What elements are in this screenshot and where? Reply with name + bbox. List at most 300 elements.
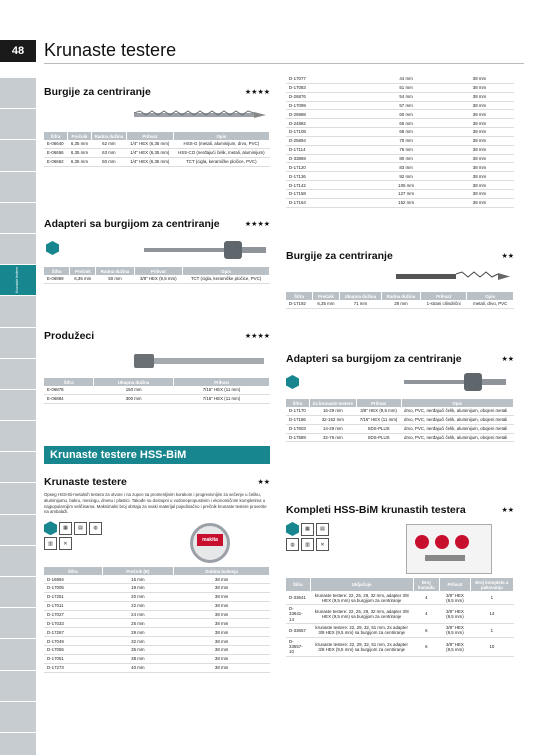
- material-icons: [286, 522, 342, 551]
- table-cell: 28 mm: [381, 300, 420, 308]
- table-cell: 300 mm: [94, 394, 174, 403]
- table-cell: 68 mm: [367, 128, 445, 137]
- table-row: [286, 181, 514, 190]
- sidebar-tab[interactable]: [0, 671, 36, 701]
- table-cell: 1-strani cilindrični: [420, 300, 466, 308]
- table-row: [286, 189, 514, 198]
- sidebar-tabs: [0, 78, 36, 755]
- column-header: Prečnik: [313, 292, 340, 300]
- sidebar-tab[interactable]: [0, 639, 36, 669]
- table-cell: 1: [470, 624, 513, 638]
- table-cell: 38 mm: [445, 128, 514, 137]
- pilot-drill-icon: [286, 262, 514, 292]
- table-cell: D-33657-10: [286, 637, 310, 656]
- adapters-right-table: [286, 399, 514, 442]
- sidebar-tab[interactable]: [0, 546, 36, 576]
- table-cell: 6: [413, 637, 439, 656]
- hex-icon: [286, 522, 299, 536]
- table-cell: 71 mm: [339, 300, 381, 308]
- table-cell: D-17251: [44, 592, 102, 601]
- table-cell: D-17055: [44, 646, 102, 655]
- table-cell: D-17158: [286, 189, 367, 198]
- table-cell: 6,35 mm: [67, 140, 91, 148]
- table-row: [44, 637, 270, 646]
- table-cell: 38 mm: [174, 663, 270, 672]
- column-header: Prečnik (B): [102, 567, 174, 575]
- section-title: Adapteri sa burgijom za centriranje: [286, 353, 462, 365]
- adapters-table: [44, 267, 270, 284]
- table-cell: 57 mm: [367, 101, 445, 110]
- extension-image: [44, 342, 270, 378]
- table-cell: 51 mm: [367, 83, 445, 92]
- table-cell: D-17011: [44, 601, 102, 610]
- sidebar-tab[interactable]: [0, 234, 36, 264]
- table-cell: 92 mm: [367, 172, 445, 181]
- table-row: [286, 145, 514, 154]
- pilot-drill-image: [286, 262, 514, 292]
- table-cell: E-06884: [44, 394, 94, 403]
- column-header: Za krunaste testere: [310, 399, 357, 407]
- title-divider: [44, 63, 524, 64]
- table-cell: TCT (cigla, keramičke pločice, PVC): [183, 275, 270, 283]
- sidebar-tab[interactable]: [0, 577, 36, 607]
- table-row: [44, 619, 270, 628]
- table-row: [286, 172, 514, 181]
- centering-bits-table: [44, 132, 270, 167]
- table-cell: 38 mm: [445, 189, 514, 198]
- table-cell: krunaste testere: 22, 25, 29, 32 mm, adapter 3/8 HEX (9,5 mm) sa burgijom za centriranje: [310, 591, 413, 604]
- table-cell: 32-76 mm: [310, 433, 357, 442]
- table-cell: D-33657: [286, 624, 310, 638]
- table-cell: 16 mm: [102, 575, 174, 583]
- drill-icon: ✕: [59, 537, 72, 550]
- table-cell: 3/8" HEX (9,5 mm): [440, 605, 471, 624]
- table-cell: 38 mm: [445, 145, 514, 154]
- rating-stars: ★★★★: [244, 89, 270, 96]
- table-cell: 38 mm: [445, 172, 514, 181]
- table-cell: D-17142: [286, 181, 367, 190]
- table-cell: 20 mm: [102, 592, 174, 601]
- sets-table: [286, 578, 514, 657]
- table-cell: 3/8" HEX (9,5 mm): [134, 275, 183, 283]
- table-cell: D-17108: [286, 128, 367, 137]
- table-row: [44, 140, 270, 148]
- table-cell: E-06656: [44, 148, 67, 157]
- rating-stars: ★★: [501, 356, 514, 363]
- column-header: Broj komada: [413, 578, 439, 591]
- table-cell: 38 mm: [174, 592, 270, 601]
- holesaw-image: [44, 519, 270, 567]
- table-cell: E-06959: [44, 275, 70, 283]
- table-row: [286, 591, 514, 604]
- column-header: Opis: [467, 292, 514, 300]
- table-row: [44, 275, 270, 283]
- table-cell: D-17192: [286, 300, 313, 308]
- table-row: [286, 128, 514, 137]
- table-row: [286, 415, 514, 424]
- section-adapters-right: [286, 353, 514, 442]
- table-cell: SDS-PLUS: [356, 424, 401, 433]
- table-cell: 14: [470, 605, 513, 624]
- table-row: [286, 407, 514, 415]
- table-cell: 14-29 mm: [310, 424, 357, 433]
- column-header: Ukupna dužina: [94, 378, 174, 386]
- column-header: Opis: [401, 399, 514, 407]
- wood-icon: ▤: [316, 523, 329, 536]
- table-cell: 152 mm: [367, 198, 445, 207]
- table-cell: D-17061: [44, 654, 102, 663]
- table-row: [44, 386, 270, 394]
- table-cell: D-17136: [286, 172, 367, 181]
- drill-icon: ✕: [316, 538, 329, 551]
- table-cell: SDS-PLUS: [356, 433, 401, 442]
- adapter-image: [44, 233, 270, 267]
- table-cell: drvo, PVC, nerđajući čelik, aluminijum, obojeni metali: [401, 407, 514, 415]
- table-cell: D-17049: [44, 637, 102, 646]
- table-row: [44, 628, 270, 637]
- table-cell: 1/4" HEX (6,35 mm): [126, 157, 173, 166]
- column-header: Prečnik: [70, 267, 96, 275]
- hex-shank-icon: [286, 375, 299, 389]
- table-cell: D-17589: [286, 433, 310, 442]
- table-row: [44, 601, 270, 610]
- table-cell: 38 mm: [445, 101, 514, 110]
- table-cell: 40 mm: [102, 663, 174, 672]
- table-cell: 38 mm: [445, 75, 514, 83]
- sidebar-tab[interactable]: [0, 109, 36, 139]
- table-cell: drvo, PVC, nerđajući čelik, aluminijum, obojeni metali: [401, 415, 514, 424]
- table-cell: E-06878: [44, 386, 94, 394]
- table-cell: D-33641-14: [286, 605, 310, 624]
- holesaw-table-right-wrap: [286, 75, 514, 208]
- table-cell: 38 mm: [174, 654, 270, 663]
- holesaw-icon: [190, 523, 230, 563]
- table-cell: 22 mm: [102, 601, 174, 610]
- table-cell: 32 mm: [102, 637, 174, 646]
- table-cell: 4: [413, 591, 439, 604]
- column-header: Opis: [183, 267, 270, 275]
- page-title: Krunaste testere: [44, 40, 177, 60]
- table-cell: 6,35 mm: [313, 300, 340, 308]
- section-title: Kompleti HSS-BiM krunastih testera: [286, 504, 466, 516]
- table-cell: D-17170: [286, 407, 310, 415]
- column-header: Dubina bušenja: [174, 567, 270, 575]
- column-header: Prihvat: [134, 267, 183, 275]
- table-cell: 38 mm: [174, 601, 270, 610]
- table-cell: 16-29 mm: [310, 407, 357, 415]
- table-row: [286, 75, 514, 83]
- drill-bit-icon: [44, 104, 270, 126]
- table-row: [44, 394, 270, 403]
- table-cell: D-33641: [286, 591, 310, 604]
- column-header: Šifra: [44, 132, 67, 140]
- table-cell: 38 mm: [174, 575, 270, 583]
- column-header: Šifra: [286, 292, 313, 300]
- pilot-drill-table: [286, 292, 514, 309]
- column-header: Radna dužina: [91, 132, 126, 140]
- table-cell: D-17027: [44, 610, 102, 619]
- plastic-icon: ▥: [44, 537, 57, 550]
- table-cell: D-26876: [286, 92, 367, 101]
- sidebar-tab[interactable]: [0, 265, 36, 295]
- section-title: Adapteri sa burgijom za centriranje: [44, 218, 220, 230]
- table-cell: 38 mm: [445, 119, 514, 128]
- pipe-icon: ◍: [286, 538, 299, 551]
- table-cell: D-17005: [44, 584, 102, 593]
- table-cell: 6,35 mm: [67, 148, 91, 157]
- table-row: [286, 424, 514, 433]
- table-cell: 70 mm: [367, 136, 445, 145]
- table-cell: drvo, PVC, nerđajući čelik, aluminijum, obojeni metali: [401, 433, 514, 442]
- sidebar-tab[interactable]: [0, 203, 36, 233]
- table-cell: 1/4" HEX (6,35 mm): [126, 140, 173, 148]
- table-row: [286, 637, 514, 656]
- band-title: Krunaste testere HSS-BiM: [44, 446, 270, 464]
- rating-stars: ★★★★: [244, 221, 270, 228]
- column-header: Prihvat: [420, 292, 466, 300]
- rating-stars: ★★: [501, 253, 514, 260]
- table-cell: 10: [470, 637, 513, 656]
- sidebar-tab[interactable]: [0, 296, 36, 326]
- column-header: Prihvat: [356, 399, 401, 407]
- sidebar-tab[interactable]: [0, 390, 36, 420]
- table-cell: krunaste testere: 22, 25, 29, 32 mm, adapter 3/8 HEX (9,5 mm) sa burgijom za centriranje: [310, 605, 413, 624]
- table-cell: 38 mm: [174, 637, 270, 646]
- table-cell: 38 mm: [174, 584, 270, 593]
- table-cell: D-17273: [44, 663, 102, 672]
- metal-icon: ▦: [59, 522, 72, 535]
- section-adapters: [44, 218, 270, 284]
- table-cell: 38 mm: [102, 654, 174, 663]
- table-cell: TCT (cigla, keramičke pločice, PVC): [173, 157, 269, 166]
- metal-icon: ▦: [301, 523, 314, 536]
- table-cell: 50 mm: [96, 275, 134, 283]
- bit-image: [44, 104, 270, 126]
- column-header: Broj kompleta u pakovanju: [470, 578, 513, 591]
- table-cell: HSS-CO (nerđajući čelik, metali, aluminijum): [173, 148, 269, 157]
- table-cell: 6,35 mm: [70, 275, 96, 283]
- sidebar-tab[interactable]: [0, 702, 36, 732]
- table-row: [44, 575, 270, 583]
- section-extensions: [44, 330, 270, 404]
- table-cell: 3/8" HEX (9,5 mm): [440, 591, 471, 604]
- extension-icon: [44, 342, 270, 378]
- table-row: [286, 433, 514, 442]
- table-cell: 60 mm: [367, 110, 445, 119]
- section-title: Krunaste testere: [44, 476, 127, 488]
- table-cell: D-17164: [286, 198, 367, 207]
- table-cell: 38 mm: [174, 619, 270, 628]
- table-cell: 38 mm: [445, 92, 514, 101]
- table-cell: 38 mm: [445, 136, 514, 145]
- table-cell: 19 mm: [102, 584, 174, 593]
- table-cell: D-25894: [286, 136, 367, 145]
- sidebar-tab[interactable]: [0, 328, 36, 358]
- adapter-icon: [74, 233, 274, 267]
- table-cell: D-17120: [286, 163, 367, 172]
- table-cell: 35 mm: [102, 646, 174, 655]
- table-row: [286, 624, 514, 638]
- table-row: [286, 101, 514, 110]
- table-cell: 25 mm: [102, 619, 174, 628]
- table-row: [286, 198, 514, 207]
- table-cell: D-17267: [44, 628, 102, 637]
- hex-shank-icon: [46, 241, 59, 255]
- table-row: [44, 646, 270, 655]
- sidebar-tab[interactable]: [0, 421, 36, 451]
- table-cell: 6: [413, 624, 439, 638]
- sidebar-tab[interactable]: [0, 359, 36, 389]
- column-header: Prečnik: [67, 132, 91, 140]
- table-cell: 83 mm: [367, 163, 445, 172]
- table-row: [286, 163, 514, 172]
- table-cell: D-33869: [286, 154, 367, 163]
- table-cell: krunaste testere: 22, 29, 32, 51 mm, 2x adapter 3/8 HEX (9,5 mm) sa burgijom za centriranje: [310, 624, 413, 638]
- table-cell: D-17114: [286, 145, 367, 154]
- page-number: 48: [0, 40, 36, 62]
- sidebar-tab[interactable]: [0, 483, 36, 513]
- table-cell: D-24882: [286, 119, 367, 128]
- table-row: [44, 654, 270, 663]
- table-cell: 65 mm: [367, 119, 445, 128]
- section-title: Burgije za centriranje: [286, 250, 393, 262]
- column-header: Šifra: [44, 267, 70, 275]
- rating-stars: ★★: [257, 479, 270, 486]
- hex-icon: [44, 521, 57, 535]
- table-cell: D-17083: [286, 83, 367, 92]
- table-cell: 105 mm: [367, 181, 445, 190]
- table-cell: D-17186: [286, 415, 310, 424]
- column-header: Uključuje: [310, 578, 413, 591]
- table-cell: krunaste testere: 22, 29, 32, 51 mm, 2x adapter 3/8 HEX (9,5 mm) sa burgijom za centriranje: [310, 637, 413, 656]
- table-cell: 1/4" HEX (6,35 mm): [126, 148, 173, 157]
- table-cell: D-17099: [286, 101, 367, 110]
- table-row: [44, 148, 270, 157]
- extensions-table: [44, 378, 270, 404]
- column-header: Šifra: [286, 578, 310, 591]
- table-cell: 38 mm: [445, 181, 514, 190]
- table-cell: 1: [470, 591, 513, 604]
- table-cell: 24 mm: [102, 610, 174, 619]
- column-header: Šifra: [44, 378, 94, 386]
- table-cell: 38 mm: [445, 110, 514, 119]
- wood-icon: ▤: [74, 522, 87, 535]
- column-header: Prihvat: [174, 378, 270, 386]
- brand-label: makita: [197, 534, 223, 546]
- table-cell: 38 mm: [174, 610, 270, 619]
- table-row: [44, 663, 270, 672]
- material-icons: [44, 521, 104, 550]
- table-cell: 38 mm: [445, 83, 514, 92]
- column-header: Prihvat: [440, 578, 471, 591]
- table-cell: metali, drvo, PVC: [467, 300, 514, 308]
- table-cell: E-06640: [44, 140, 67, 148]
- column-header: Šifra: [286, 399, 310, 407]
- table-row: [286, 110, 514, 119]
- table-cell: D-17077: [286, 75, 367, 83]
- table-row: [286, 83, 514, 92]
- sidebar-tab[interactable]: [0, 515, 36, 545]
- section-title: Produžeci: [44, 330, 95, 342]
- table-cell: 80 mm: [367, 154, 445, 163]
- table-cell: D-25988: [286, 110, 367, 119]
- table-cell: 76 mm: [367, 145, 445, 154]
- table-cell: 38 mm: [445, 198, 514, 207]
- table-cell: D-16994: [44, 575, 102, 583]
- description: Opseg HSS-Bi-metalnih testera za otvore i na zupce sa promenljivim korakom i progresivnijim za sečenje u čeliku, aluminijumu, bakru, mesingu, drvetu i plastici. Takođe su dostupni u vodonepropustivim i ekonomičnim kompletima u najpopularnijim veličinama. Maksimalni broj obrtaja za svaki materijal pojedinačno i prečnik krunaste testere proverite na ambalaži.: [44, 492, 267, 515]
- table-cell: 29 mm: [102, 628, 174, 637]
- table-cell: 4: [413, 605, 439, 624]
- holesaw-table-right: [286, 75, 514, 208]
- table-row: [44, 592, 270, 601]
- column-header: Radna dužina: [96, 267, 134, 275]
- table-cell: 54 mm: [367, 92, 445, 101]
- plastic-icon: ▥: [301, 538, 314, 551]
- adapter-icon: [314, 365, 514, 399]
- set-image: [286, 518, 514, 578]
- section-pilot-drill: [286, 250, 514, 309]
- sidebar-tab-label: Krunaste testere: [15, 267, 20, 294]
- rating-stars: ★★: [501, 507, 514, 514]
- table-cell: 32-152 mm: [310, 415, 357, 424]
- table-row: [286, 119, 514, 128]
- table-row: [286, 92, 514, 101]
- table-cell: 50 mm: [91, 157, 126, 166]
- table-cell: D-17033: [44, 619, 102, 628]
- table-row: [286, 300, 514, 308]
- adapter-image-right: [286, 365, 514, 399]
- case-icon: [406, 524, 492, 574]
- table-cell: 38 mm: [445, 154, 514, 163]
- table-cell: 150 mm: [94, 386, 174, 394]
- section-sets: [286, 504, 514, 657]
- section-title: Burgije za centriranje: [44, 86, 151, 98]
- table-row: [286, 136, 514, 145]
- table-cell: 3/8" HEX (9,5 mm): [440, 637, 471, 656]
- table-cell: drvo, PVC, nerđajući čelik, aluminijum, obojeni metali: [401, 424, 514, 433]
- sidebar-tab[interactable]: [0, 452, 36, 482]
- sidebar-tab[interactable]: [0, 140, 36, 170]
- table-cell: E-06662: [44, 157, 67, 166]
- sidebar-tab[interactable]: [0, 733, 36, 755]
- table-cell: 3/8" HEX (9,5 mm): [356, 407, 401, 415]
- table-cell: 6,35 mm: [67, 157, 91, 166]
- column-header: Prihvat: [126, 132, 173, 140]
- column-header: Radna dužina: [381, 292, 420, 300]
- pipe-icon: ◍: [89, 522, 102, 535]
- table-cell: 7/16" HEX (11 mm): [174, 394, 270, 403]
- sidebar-tab[interactable]: [0, 608, 36, 638]
- column-header: Ukupna dužina: [339, 292, 381, 300]
- table-cell: 63 mm: [91, 148, 126, 157]
- table-cell: 38 mm: [174, 628, 270, 637]
- table-cell: 7/16" HEX (11 mm): [174, 386, 270, 394]
- holesaw-table-left: [44, 567, 270, 672]
- sidebar-tab[interactable]: [0, 172, 36, 202]
- table-cell: 127 mm: [367, 189, 445, 198]
- rating-stars: ★★★★: [244, 333, 270, 340]
- table-cell: 38 mm: [174, 646, 270, 655]
- table-row: [44, 584, 270, 593]
- table-row: [286, 605, 514, 624]
- table-cell: 7/16" HEX (11 mm): [356, 415, 401, 424]
- sidebar-tab[interactable]: [0, 78, 36, 108]
- table-cell: D-17603: [286, 424, 310, 433]
- table-cell: HSS-G (metali, aluminijum, drvo, PVC): [173, 140, 269, 148]
- table-row: [286, 154, 514, 163]
- table-cell: 3/8" HEX (9,5 mm): [440, 624, 471, 638]
- table-row: [44, 157, 270, 166]
